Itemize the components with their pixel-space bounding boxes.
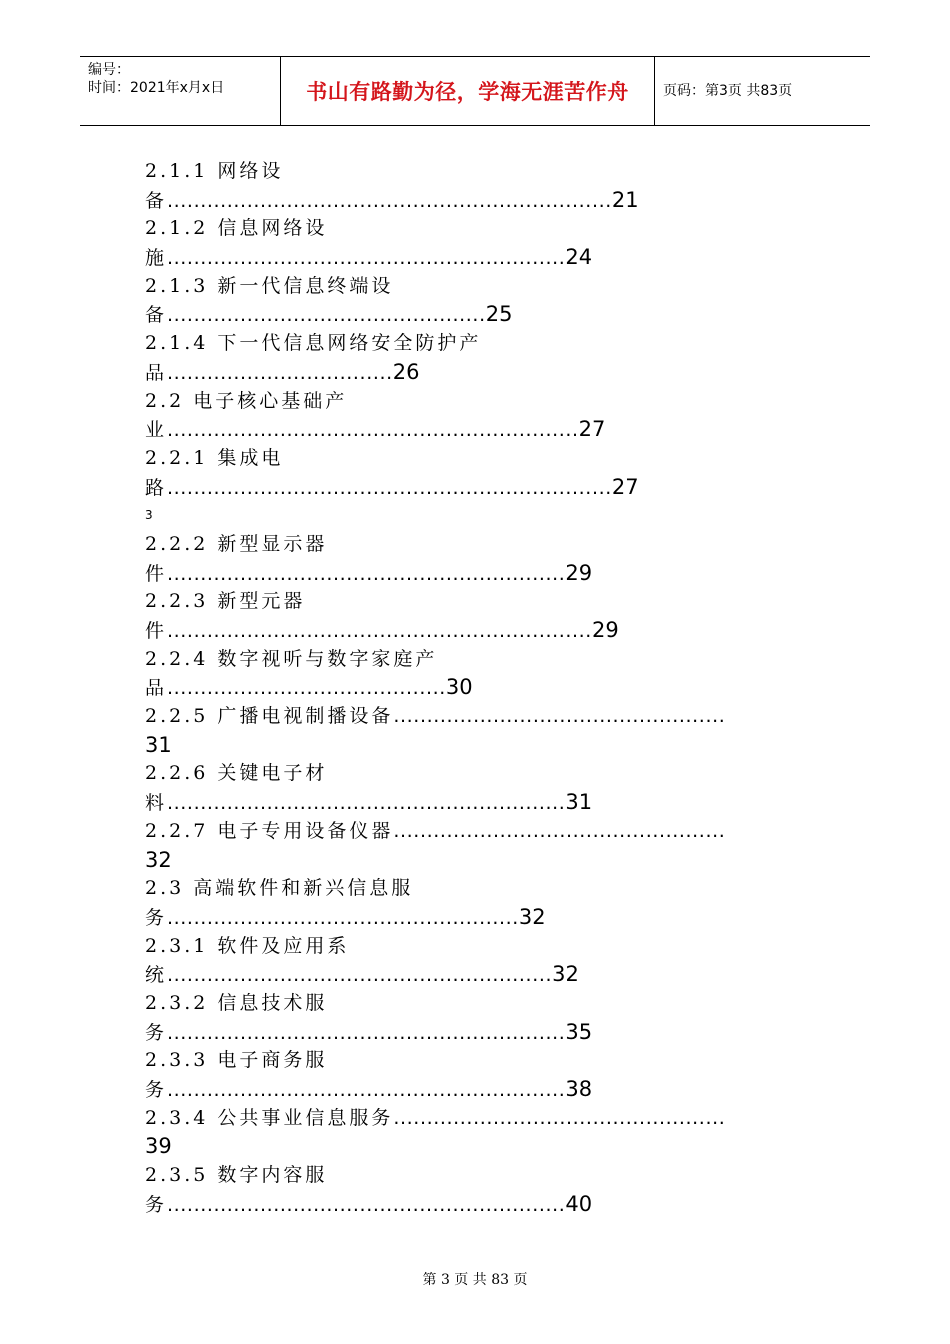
- toc-entry-title-tail: 施: [145, 247, 168, 270]
- document-time-label: 时间：2021年x月x日: [88, 80, 225, 96]
- toc-page-number: 21: [611, 187, 639, 212]
- toc-entry-title-tail: 备: [145, 189, 168, 212]
- toc-leader-dots: ............................................................: [167, 1079, 566, 1101]
- toc-entry-title: 2.3.4 公共事业信息服务: [145, 1106, 394, 1129]
- toc-leader-dots: ...................................................................: [167, 476, 612, 499]
- toc-entry-page-line: [145, 673, 845, 702]
- toc-entry-title: 2.3.1 软件及应用系: [145, 934, 350, 957]
- toc-entry-title-line: [145, 989, 845, 1018]
- toc-entry-page-line: [145, 788, 845, 817]
- toc-entry-title-tail: 料: [145, 792, 168, 815]
- toc-entry-title-tail: 统: [145, 964, 168, 987]
- toc-entry-title: 2.2.5 广播电视制播设备: [145, 705, 394, 728]
- toc-leader-dots: .....................................................: [167, 906, 519, 929]
- header-meta-cell: [80, 57, 281, 125]
- toc-entry-title-line: [145, 1104, 845, 1133]
- toc-page-number: 26: [392, 359, 420, 384]
- table-of-contents: [145, 157, 845, 1218]
- toc-page-number: 40: [565, 1191, 593, 1216]
- toc-entry-title-line: [145, 329, 845, 358]
- toc-entry-title-line: [145, 272, 845, 301]
- toc-entry-page-line: [145, 243, 845, 272]
- toc-page-number: 29: [591, 618, 619, 642]
- toc-entry-title-line: [145, 874, 845, 903]
- toc-page-number: 30: [445, 675, 473, 700]
- toc-leader-dots: ................................................................: [167, 620, 592, 642]
- toc-leader-dots: ............................................................: [167, 247, 566, 270]
- toc-entry-page-line: [145, 846, 845, 875]
- toc-entry-page-line: [145, 1075, 845, 1104]
- toc-page-number: 31: [145, 732, 172, 757]
- toc-entry-title: 2.2.3 新型元器: [145, 590, 306, 613]
- toc-entry-title: 2.2 电子核心基础产: [145, 389, 348, 412]
- toc-page-number: 32: [552, 962, 579, 987]
- toc-entry-title: 2.2.4 数字视听与数字家庭产: [145, 647, 438, 670]
- toc-leader-dots: ............................................................: [167, 792, 566, 815]
- toc-entry-title: 2.2.7 电子专用设备仪器: [145, 819, 394, 842]
- header-motto: 书山有路勤为径，学海无涯苦作舟: [306, 80, 629, 104]
- toc-entry-title-line: [145, 1046, 845, 1075]
- toc-entry-page-line: [145, 473, 845, 502]
- toc-entry-title: 2.1.3 新一代信息终端设: [145, 274, 394, 297]
- toc-entry-title-line: [145, 587, 845, 616]
- toc-entry-page-line: [145, 1018, 845, 1047]
- toc-leader-dots: ..........................................: [167, 677, 446, 700]
- toc-entry-page-line: [145, 616, 845, 645]
- toc-entry-title-line: [145, 817, 845, 846]
- toc-entry-title: 2.1.4 下一代信息网络安全防护产: [145, 332, 482, 355]
- header-motto-cell: [281, 57, 655, 125]
- toc-leader-dots: ..............................................................: [167, 419, 579, 442]
- toc-leader-dots: ..................................: [167, 361, 393, 384]
- toc-entry-title-tail: 务: [145, 906, 168, 929]
- toc-entry-title-line: [145, 530, 845, 559]
- toc-entry-title-line: [145, 387, 845, 416]
- toc-leader-dots: ............................................................: [167, 1021, 566, 1044]
- toc-entry-title: 2.3 高端软件和新兴信息服: [145, 877, 414, 900]
- toc-entry-title-line: [145, 645, 845, 674]
- toc-entry-title-tail: 备: [145, 304, 168, 327]
- page-header: [80, 56, 870, 126]
- toc-entry-page-line: [145, 300, 845, 329]
- toc-entry-page-line: [145, 559, 845, 588]
- toc-page-number: 24: [565, 245, 593, 270]
- toc-leader-dots: ..........................................................: [167, 964, 553, 987]
- toc-entry-page-line: [145, 731, 845, 760]
- toc-entry-title-tail: 务: [145, 1021, 168, 1044]
- toc-entry-title-tail: 务: [145, 1193, 168, 1216]
- toc-entry-title: 2.3.5 数字内容服: [145, 1164, 328, 1187]
- toc-entry-page-line: [145, 186, 845, 215]
- toc-page-number: 31: [565, 790, 593, 815]
- toc-entry-page-line: [145, 960, 845, 989]
- header-page-cell: [655, 57, 870, 125]
- toc-entry-title-line: [145, 214, 845, 243]
- toc-entry-title-tail: 路: [145, 476, 168, 499]
- toc-entry-title-tail: 业: [145, 419, 168, 442]
- toc-entry-title-line: [145, 702, 845, 731]
- toc-entry-title: 2.1.1 网络设: [145, 160, 284, 182]
- header-page-info: 页码：第3页 共83页: [663, 82, 793, 99]
- toc-entry-title: 2.3.2 信息技术服: [145, 991, 328, 1014]
- toc-entry-title-line: [145, 157, 845, 186]
- toc-stray-number: 3: [145, 508, 153, 523]
- toc-entry-page-line: [145, 903, 845, 932]
- toc-entry-title-line: [145, 1161, 845, 1190]
- toc-leader-dots: ................................................: [167, 304, 486, 327]
- toc-page-number: 25: [485, 302, 513, 327]
- toc-page-number: 29: [565, 560, 593, 585]
- toc-entry-title-line: [145, 932, 845, 961]
- document-number-label: 编号：: [88, 62, 130, 78]
- toc-page-number: 27: [578, 417, 606, 442]
- toc-entry-title: 2.2.2 新型显示器: [145, 532, 328, 555]
- toc-entry-page-line: [145, 358, 845, 387]
- page-footer: 第 3 页 共 83 页: [422, 1272, 528, 1288]
- toc-page-number: 38: [565, 1077, 593, 1101]
- toc-page-number: 32: [145, 847, 172, 872]
- toc-entry-title-tail: 品: [145, 677, 168, 700]
- toc-leader-dots: ..................................................: [393, 1106, 726, 1129]
- toc-leader-dots: ............................................................: [167, 562, 566, 585]
- toc-page-number: 27: [611, 474, 639, 499]
- toc-leader-dots: ...................................................................: [167, 189, 612, 212]
- toc-entry-title: 2.2.6 关键电子材: [145, 762, 328, 785]
- toc-entry-title-tail: 件: [145, 562, 168, 585]
- toc-leader-dots: ..................................................: [393, 819, 726, 842]
- toc-entry-title-line: [145, 759, 845, 788]
- toc-entry-page-line: [145, 1132, 845, 1161]
- toc-entry-title-line: [145, 444, 845, 473]
- toc-entry-title-tail: 件: [145, 620, 168, 642]
- toc-leader-dots: ............................................................: [167, 1193, 566, 1216]
- toc-page-number: 39: [145, 1134, 172, 1159]
- toc-entry-page-line: [145, 1190, 845, 1219]
- toc-leader-dots: ..................................................: [393, 705, 726, 728]
- toc-entry-title: 2.1.2 信息网络设: [145, 217, 328, 240]
- toc-page-number: 35: [565, 1019, 593, 1044]
- toc-entry-page-line: [145, 415, 845, 444]
- toc-entry-title: 2.3.3 电子商务服: [145, 1049, 328, 1072]
- toc-entry-title: 2.2.1 集成电: [145, 446, 284, 469]
- toc-entry-title-tail: 品: [145, 361, 168, 384]
- toc-page-number: 32: [518, 904, 546, 929]
- toc-entry-title-tail: 务: [145, 1079, 168, 1101]
